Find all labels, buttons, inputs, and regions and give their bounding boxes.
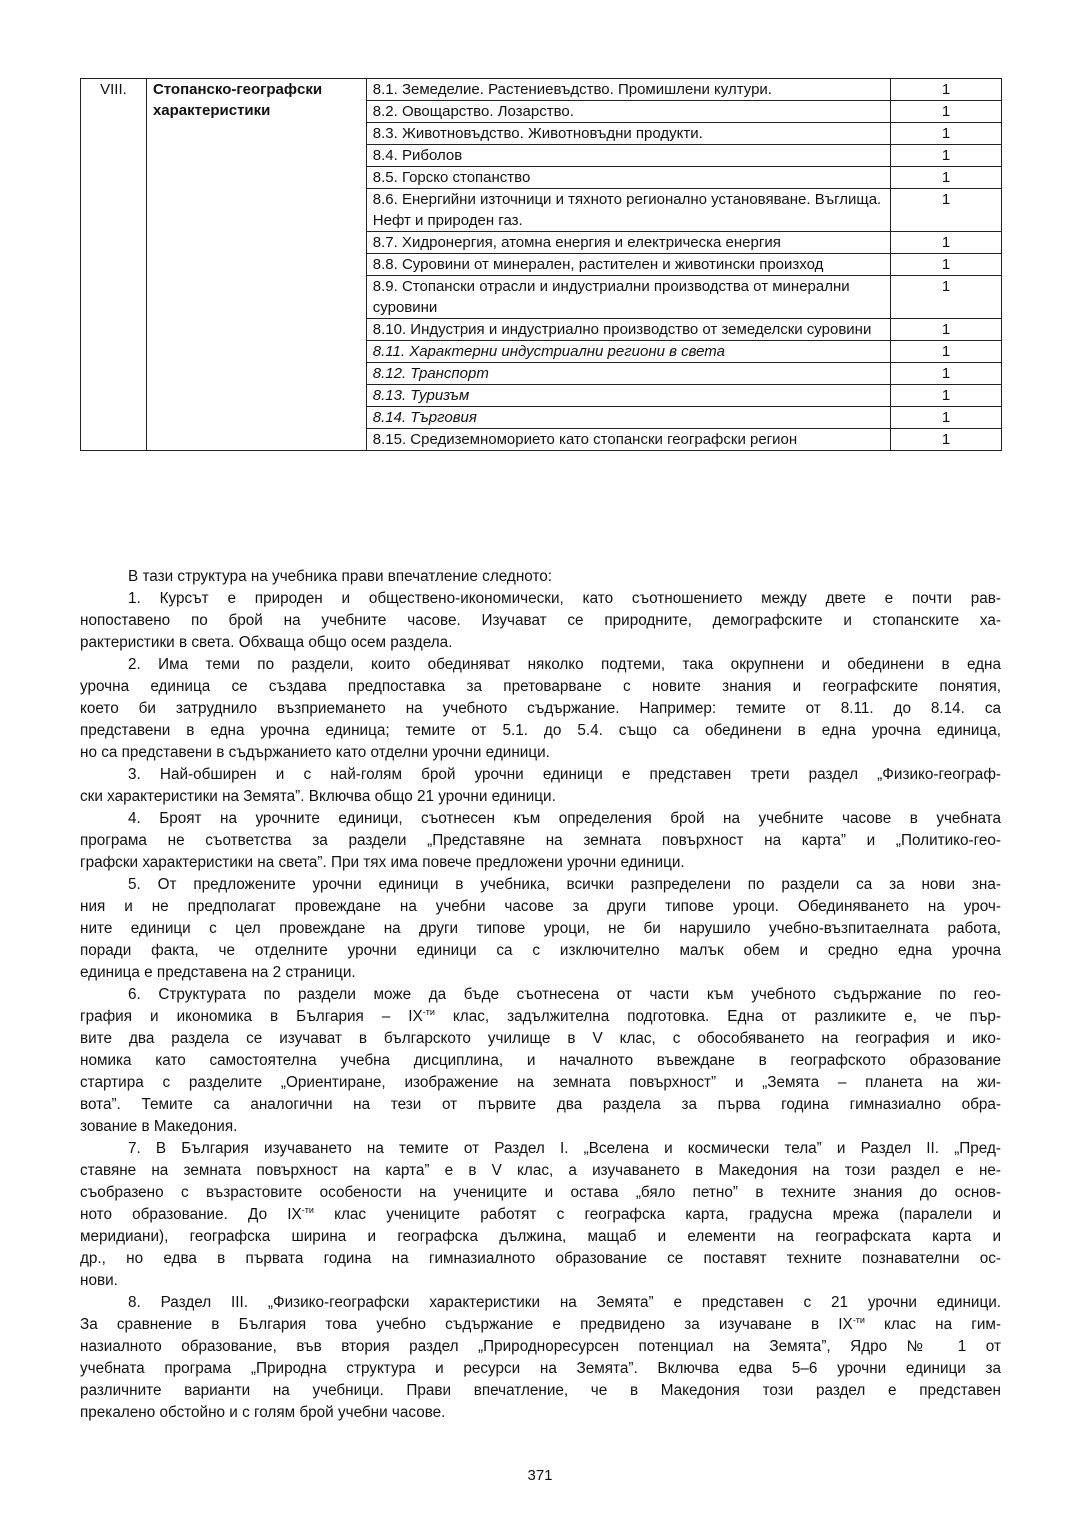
text-line: програма не съответства за раздели „Представяне на земната повърхност на карта” и „Политико-гео-	[80, 832, 1001, 849]
hours-cell: 1	[891, 167, 1002, 189]
text-line: представени в една урочна единица; темите от 5.1. до 5.4. също са обединени в една урочна единица,	[80, 722, 1001, 739]
paragraph	[80, 654, 1001, 764]
hours-cell: 1	[891, 407, 1002, 429]
text-line: прекалено обстойно и с голям брой учебни часове.	[80, 1404, 446, 1421]
hours-cell: 1	[891, 429, 1002, 451]
text-line: което би затруднило възприемането на учебното съдържание. Например: темите от 8.11. до 8.14. са	[80, 700, 1001, 717]
topic-cell: 8.2. Овощарство. Лозарство.	[366, 101, 890, 123]
topic-cell: 8.4. Риболов	[366, 145, 890, 167]
superscript: -ти	[301, 1205, 314, 1215]
topic-cell: 8.3. Животновъдство. Животновъдни продукти.	[366, 123, 890, 145]
curriculum-table-body	[81, 79, 1002, 451]
hours-cell: 1	[891, 341, 1002, 363]
paragraph	[80, 566, 1001, 588]
topic-cell: 8.15. Средиземноморието като стопански географски регион	[366, 429, 890, 451]
text-line: единица е представена на 2 страници.	[80, 964, 356, 981]
superscript: -ти	[852, 1315, 865, 1325]
text-line: 6. Структурата по раздели може да бъде съотнесена от части към учебното съдържание по гео-	[128, 986, 1001, 1003]
hours-cell: 1	[891, 363, 1002, 385]
paragraph	[80, 874, 1001, 984]
superscript: -ти	[422, 1007, 435, 1017]
text-line: поради факта, че отделните урочни единици са с изключително малък обем и средно една урочна	[80, 942, 1001, 959]
text-line: ставяне на земната повърхност на карта” е в V клас, а изучаването в Македония на този раздел е не-	[80, 1162, 1001, 1179]
text-line: но са представени в съдържанието като отделни урочни единици.	[80, 744, 550, 761]
paragraph	[80, 1138, 1001, 1292]
text-line: съобразено с възрастовите особености на учениците и остава „бяло петно” в техните знания до основ-	[80, 1184, 1001, 1201]
text-segment: графия и икономика в България – IX	[80, 1008, 423, 1025]
text-line: учебната програма „Природна структура и ресурси на Земята”. Включва едва 5–6 урочни единици за	[80, 1360, 1001, 1377]
topic-cell: 8.11. Характерни индустриални региони в света	[366, 341, 890, 363]
text-line	[80, 1006, 1001, 1028]
text-line: меридиани), географска ширина и географска дължина, мащаб и елементи на географската карта и	[80, 1228, 1001, 1245]
text-line	[80, 1204, 1001, 1226]
topic-cell: 8.12. Транспорт	[366, 363, 890, 385]
text-line: вота”. Темите са аналогични на тези от първите два раздела за първа година гимназиално обра-	[80, 1096, 1001, 1113]
text-line	[80, 1314, 1001, 1336]
text-line: 3. Най-обширен и с най-голям брой урочни единици е представен трети раздел „Физико-географ-	[128, 766, 1001, 783]
text-line: ски характеристики на Земята”. Включва общо 21 урочни единици.	[80, 788, 556, 805]
text-line: различните варианти на учебници. Прави впечатление, че в Македония този раздел е представен	[80, 1382, 1001, 1399]
topic-cell: 8.8. Суровини от минерален, растителен и животински произход	[366, 254, 890, 276]
page-number: 371	[527, 1467, 553, 1484]
paragraph	[80, 808, 1001, 874]
text-line: рактеристики в света. Обхваща общо осем раздела.	[80, 634, 453, 651]
topic-cell: 8.7. Хидронергия, атомна енергия и електрическа енергия	[366, 232, 890, 254]
text-segment: За сравнение в България това учебно съдържание е предвидено за изучаване в IX	[80, 1316, 853, 1333]
paragraph	[80, 984, 1001, 1138]
topic-cell: 8.13. Туризъм	[366, 385, 890, 407]
text-line: др., но едва в първата година на гимназиалното образование се поставят техните познавателни ос-	[80, 1250, 1001, 1267]
hours-cell: 1	[891, 123, 1002, 145]
text-line: стартира с разделите „Ориентиране, изображение на земната повърхност” и „Земята – планета на жи-	[80, 1074, 1001, 1091]
topic-cell: 8.9. Стопански отрасли и индустриални производства от минерални суровини	[366, 276, 890, 319]
topic-cell: 8.5. Горско стопанство	[366, 167, 890, 189]
paragraph	[80, 588, 1001, 654]
text-line: назиалното образование, във втория раздел „Природноресурсен потенциал на Земята”, Ядро № 1 от	[80, 1338, 1001, 1355]
topic-cell: 8.1. Земеделие. Растениевъдство. Промишлени култури.	[366, 79, 890, 101]
text-line: ния и не предполагат провеждане на учебни часове за други типове уроци. Обединяването на уроч-	[80, 898, 1001, 915]
text-line: урочна единица се създава предпоставка за претоварване с новите знания и географските понятия,	[80, 678, 1001, 695]
topic-cell: 8.6. Енергийни източници и тяхното регионално установяване. Въглища. Нефт и природен газ.	[366, 189, 890, 232]
hours-cell: 1	[891, 101, 1002, 123]
text-line: 1. Курсът е природен и обществено-икономически, като съотношението между двете е почти рав-	[128, 590, 1001, 607]
text-segment: клас на гим-	[864, 1316, 1001, 1333]
text-line: номика като самостоятелна учебна дисциплина, и началното въвеждане в географското образование	[80, 1052, 1001, 1069]
text-line: 2. Има теми по раздели, които обединяват няколко подтеми, така окрупнени и обединени в една	[128, 656, 1001, 673]
hours-cell: 1	[891, 276, 1002, 319]
paragraph	[80, 1292, 1001, 1424]
text-segment: ното образование. До IX	[80, 1206, 302, 1223]
text-line: В тази структура на учебника прави впечатление следното:	[128, 568, 553, 585]
hours-cell: 1	[891, 254, 1002, 276]
text-segment: клас, задължителна подготовка. Една от разликите е, че пър-	[434, 1008, 1001, 1025]
text-line: вите два раздела се изучават в българското училище в V клас, с обособяването на география и ико-	[80, 1030, 1001, 1047]
text-line: нови.	[80, 1272, 118, 1289]
text-line: ните единици с цел провеждане на други типове уроци, не би нарушило учебно-възпитаелната работа,	[80, 920, 1001, 937]
hours-cell: 1	[891, 319, 1002, 341]
body-text	[80, 566, 1001, 1424]
section-title: Стопанско-географски характеристики	[146, 79, 366, 451]
text-segment: клас учениците работят с географска карта, градусна мрежа (паралели и	[313, 1206, 1001, 1223]
text-line: зование в Македония.	[80, 1118, 238, 1135]
curriculum-table	[80, 78, 1002, 451]
table-row	[81, 79, 1002, 101]
hours-cell: 1	[891, 79, 1002, 101]
hours-cell: 1	[891, 232, 1002, 254]
text-line: 8. Раздел III. „Физико-географски характеристики на Земята” е представен с 21 урочни единици.	[128, 1294, 1001, 1311]
hours-cell: 1	[891, 145, 1002, 167]
section-number: VIII.	[81, 79, 147, 451]
paragraph	[80, 764, 1001, 808]
text-line: 4. Броят на урочните единици, съотнесен към определения брой на учебните часове в учебната	[128, 810, 1001, 827]
text-line: 7. В България изучаването на темите от Раздел I. „Вселена и космически тела” и Раздел II. „Пред-	[128, 1140, 1001, 1157]
text-line: нопоставено по брой на учебните часове. Изучават се природните, демографските и стопанските ха-	[80, 612, 1001, 629]
hours-cell: 1	[891, 385, 1002, 407]
topic-cell: 8.10. Индустрия и индустриално производство от земеделски суровини	[366, 319, 890, 341]
hours-cell: 1	[891, 189, 1002, 232]
text-line: графски характеристики на света”. При тях има повече предложени урочни единици.	[80, 854, 685, 871]
text-line: 5. От предложените урочни единици в учебника, всички разпределени по раздели са за нови зна-	[128, 876, 1001, 893]
topic-cell: 8.14. Търговия	[366, 407, 890, 429]
